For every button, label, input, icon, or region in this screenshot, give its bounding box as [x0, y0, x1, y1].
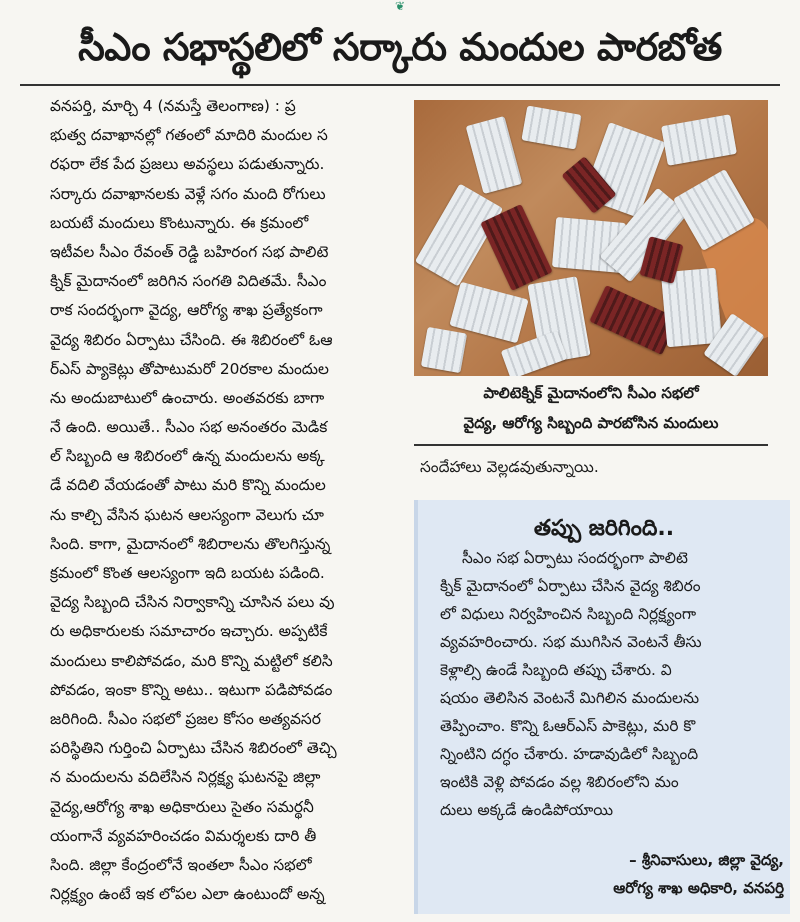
sidebar-line: లో విధులు నిర్వహించిన సిబ్బంది నిర్లక్ష్యంగా [440, 605, 697, 623]
article-line: జరిగింది. సీఎం సభలో ప్రజల కోసం అత్యవసర [50, 709, 321, 728]
article-line: బయటే మందులు కొంటున్నారు. ఈ క్రమంలో [50, 213, 309, 232]
caption-divider [414, 444, 768, 446]
article-line: వైద్య శిబిరం ఏర్పాటు చేసింది. ఈ శిబిరంలో ఓఆ [50, 330, 333, 349]
article-line: నిర్లక్ష్యం ఉంటే ఇక లోపల ఎలా ఉంటుందో అన్న [50, 885, 325, 904]
sidebar-title: తప్పు జరిగింది.. [533, 516, 675, 541]
article-line: ల్ సిబ్బంది ఆ శిబిరంలో ఉన్న మందులను అక్క [50, 447, 325, 466]
news-photo [414, 100, 768, 376]
sidebar-body [440, 544, 780, 864]
article-line: వైద్య,ఆరోగ్య శాఖ అధికారులు సైతం సమర్థనీ [50, 797, 314, 816]
article-continuation: సందేహాలు వెల్లడవుతున్నాయి. [420, 458, 599, 476]
signature-line-1: – శ్రీనివాసులు, జిల్లా వైద్య, [629, 851, 784, 869]
article-line: పరిస్థితిని గుర్తించి ఏర్పాటు చేసిన శిబిరంలో తెచ్చి [50, 739, 337, 758]
article-line: ను కాల్చి వేసిన ఘటన ఆలస్యంగా వెలుగు చూ [50, 505, 324, 524]
article-line: రు అధికారులకు సమాచారం ఇచ్చారు. అప్పటికే [50, 622, 328, 641]
article-line: ర్ఎస్ ప్యాకెట్లు తోపాటుమరో 20రకాల మందుల [50, 359, 329, 378]
sidebar-line: వ్యవహరించారు. సభ ముగిసిన వెంటనే తీసు [440, 633, 702, 651]
article-line: భుత్వ దవాఖానల్లో గతంలో మాదిరి మందుల స [50, 126, 328, 145]
article-line: నే ఉంది. అయితే.. సీఎం సభ అనంతరం మెడిక [50, 418, 328, 437]
sidebar-signature [444, 846, 784, 910]
medicine-strip [480, 204, 552, 291]
article-line: క్రమంలో కొంత ఆలస్యంగా ఇది బయట పడింది. [50, 564, 325, 582]
article-line: వైద్య సిబ్బంది చేసిన నిర్వాకాన్ని చూసిన పలు వు [50, 593, 335, 612]
sidebar-line: సీఎం సభ ఏర్పాటు సందర్భంగా పాలిటె [462, 549, 688, 567]
sidebar-line: షయం తెలిసిన వెంటనే మిగిలిన మందులను [440, 689, 700, 707]
article-line: వనపర్తి, మార్చి 4 (నమస్తే తెలంగాణ) : ప్ర [50, 97, 296, 115]
headline-divider [20, 84, 780, 86]
photo-caption-line-2: వైద్య, ఆరోగ్య సిబ్బంది పారబోసిన మందులు [463, 414, 719, 432]
medicine-strip [521, 105, 581, 149]
article-line: సర్కారు దవాఖానలకు వెళ్లే సగం మంది రోగులు [50, 184, 326, 203]
article-line: సింది. జిల్లా కేంద్రంలోనే ఇంతలా సీఎం సభలో [50, 855, 312, 874]
signature-line-2: ఆరోగ్య శాఖ అధికారి, వనపర్తి [613, 879, 784, 897]
headline: సీఎం సభాస్థలిలో సర్కారు మందుల పారబోత [78, 25, 722, 69]
article-line: యంగానే వ్యవహరించడం విమర్శలకు దారి తీ [50, 826, 317, 845]
sidebar-line: ఇంటికి వెళ్లి పోవడం వల్ల శిబిరంలోని మం [440, 773, 679, 791]
top-logo-mark: ❦ [394, 0, 406, 13]
sidebar-line: దులు అక్కడే ఉండిపోయాయి [440, 801, 614, 819]
sidebar-line: తెప్పించాం. కొన్ని ఓఆర్ఎస్ పాకెట్లు, మరి కొ [440, 717, 696, 735]
article-line: సింది. కాగా, మైదానంలో శిబిరాలను తొలగిస్తున్న [50, 534, 331, 553]
article-line: డే వదిలి వేయడంతో పాటు మరి కొన్ని మందుల [50, 476, 326, 495]
sidebar-line: న్నింటిని దగ్ధం చేశారు. హడావుడిలో సిబ్బంది [440, 745, 699, 763]
article-line: రఫరా లేక పేద ప్రజలు అవస్థలు పడుతున్నారు. [50, 155, 325, 174]
article-line: క్నిక్ మైదానంలో జరిగిన సంగతి విదితమే. సీఎం [50, 272, 327, 291]
medicine-strip [421, 327, 467, 373]
article-line: రాక సందర్భంగా వైద్య, ఆరోగ్య శాఖ ప్రత్యేకంగా [50, 301, 323, 320]
photo-caption [414, 378, 768, 442]
article-line: ను అందుబాటులో ఉంచారు. అంతవరకు బాగా [50, 388, 325, 407]
article-line: న మందులను వదిలేసిన నిర్లక్ష్య ఘటనపై జిల్లా [50, 768, 321, 787]
article-line: ఇటీవల సీఎం రేవంత్ రెడ్డి బహిరంగ సభ పాలిటె [50, 242, 329, 261]
photo-caption-line-1: పాలిటెక్నిక్ మైదానంలోని సీఎం సభలో [483, 384, 699, 402]
article-body [50, 92, 390, 918]
article-line: పోవడం, ఇంకా కొన్ని అటు.. ఇటుగా పడిపోవడం [50, 680, 333, 699]
medicine-strip [661, 114, 737, 166]
article-line: మందులు కాలిపోవడం, మరి కొన్ని మట్టిలో కలిసి [50, 651, 333, 670]
sidebar-line: కెళ్లాల్సి ఉండే సిబ్బంది తప్పు చేశారు. వి [440, 661, 672, 679]
sidebar-line: క్నిక్ మైదానంలో ఏర్పాటు చేసిన వైద్య శిబిరం [440, 577, 701, 595]
medicine-strip [466, 116, 523, 194]
